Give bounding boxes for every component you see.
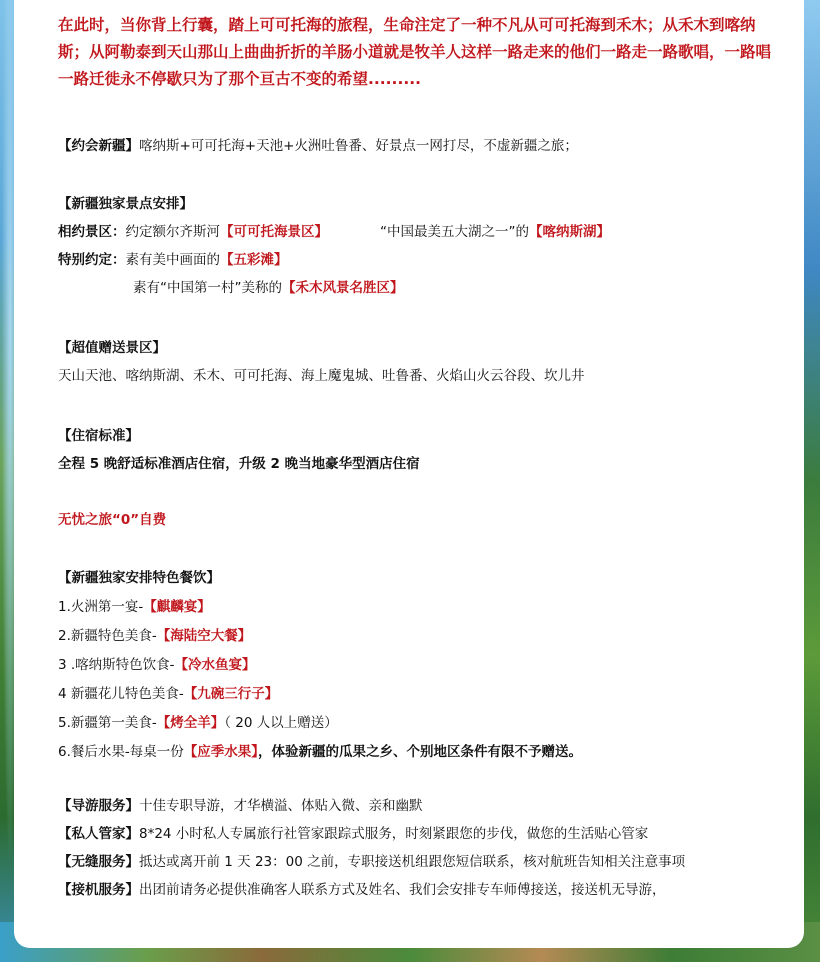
hotel-heading: 【住宿标准】	[58, 428, 139, 444]
service-row: 【导游服务】十佳专职导游，才华横溢、体贴入微、亲和幽默	[58, 798, 423, 814]
dining-item: 6.餐后水果-每桌一份【应季水果】，体验新疆的瓜果之乡、个别地区条件有限不予赠送。	[58, 744, 583, 760]
exclusive-heading: 【新疆独家景点安排】	[58, 196, 193, 212]
content-card	[14, 0, 804, 948]
exclusive-r1-b: 【可可托海景区】	[220, 224, 328, 240]
exclusive-r3-a: 素有“中国第一村”美称的	[133, 280, 282, 296]
nofee-text: 无忧之旅“0”自费	[58, 512, 167, 528]
dining-item: 2.新疆特色美食-【海陆空大餐】	[58, 628, 252, 644]
service-row: 【无缝服务】抵达或离开前 1 天 23：00 之前，专职接送机组跟您短信联系，核对航班告知相关注意事项	[58, 854, 686, 870]
gift-heading: 【超值赠送景区】	[58, 340, 166, 356]
yuehui-heading: 【约会新疆】	[58, 138, 139, 154]
exclusive-r1-c: “中国最美五大湖之一”的	[380, 224, 529, 240]
itinerary-text	[58, 12, 778, 898]
exclusive-r1-d: 【喀纳斯湖】	[529, 224, 610, 240]
dining-item: 1.火洲第一宴-【麒麟宴】	[58, 599, 211, 615]
service-row: 【接机服务】出团前请务必提供准确客人联系方式及姓名、我们会安排专车师傅接送，接送机无导游，	[58, 882, 666, 898]
section-hotel	[58, 422, 798, 478]
section-gift	[58, 334, 798, 390]
section-dining	[58, 564, 798, 767]
section-services	[58, 792, 798, 904]
dining-item: 3 .喀纳斯特色饮食-【冷水鱼宴】	[58, 657, 256, 673]
exclusive-r2-label: 特别约定：	[58, 252, 126, 268]
section-exclusive	[58, 190, 798, 302]
section-yuehui	[58, 132, 798, 160]
gift-text: 天山天池、喀纳斯湖、禾木、可可托海、海上魔鬼城、吐鲁番、火焰山火云谷段、坎儿井	[58, 368, 585, 384]
exclusive-r1-label: 相约景区：	[58, 224, 126, 240]
exclusive-r3-b: 【禾木风景名胜区】	[282, 280, 404, 296]
dining-item: 5.新疆第一美食-【烤全羊】（ 20 人以上赠送）	[58, 715, 338, 731]
service-row: 【私人管家】8*24 小时私人专属旅行社管家跟踪式服务，时刻紧跟您的步伐，做您的生活贴心管家	[58, 826, 649, 842]
dining-item: 4 新疆花儿特色美食-【九碗三行子】	[58, 686, 279, 702]
exclusive-r2-a: 素有美中画面的	[125, 252, 220, 268]
yuehui-text: 喀纳斯+可可托海+天池+火洲吐鲁番、好景点一网打尽，不虚新疆之旅；	[139, 138, 578, 154]
intro-paragraph: 在此时，当你背上行囊，踏上可可托海的旅程，生命注定了一种不凡从可可托海到禾木；从禾木到喀纳斯；从阿勒泰到天山那山上曲曲折折的羊肠小道就是牧羊人这样一路走来的他们一路走一路歌唱，一路唱一路迁徙永不停歇只为了那个亘古不变的希望.........	[58, 16, 772, 88]
hotel-text: 全程 5 晚舒适标准酒店住宿，升级 2 晚当地豪华型酒店住宿	[58, 456, 420, 472]
dining-heading: 【新疆独家安排特色餐饮】	[58, 570, 220, 586]
exclusive-r1-a: 约定额尔齐斯河	[125, 224, 220, 240]
exclusive-r2-b: 【五彩滩】	[220, 252, 288, 268]
section-nofee	[58, 506, 798, 534]
